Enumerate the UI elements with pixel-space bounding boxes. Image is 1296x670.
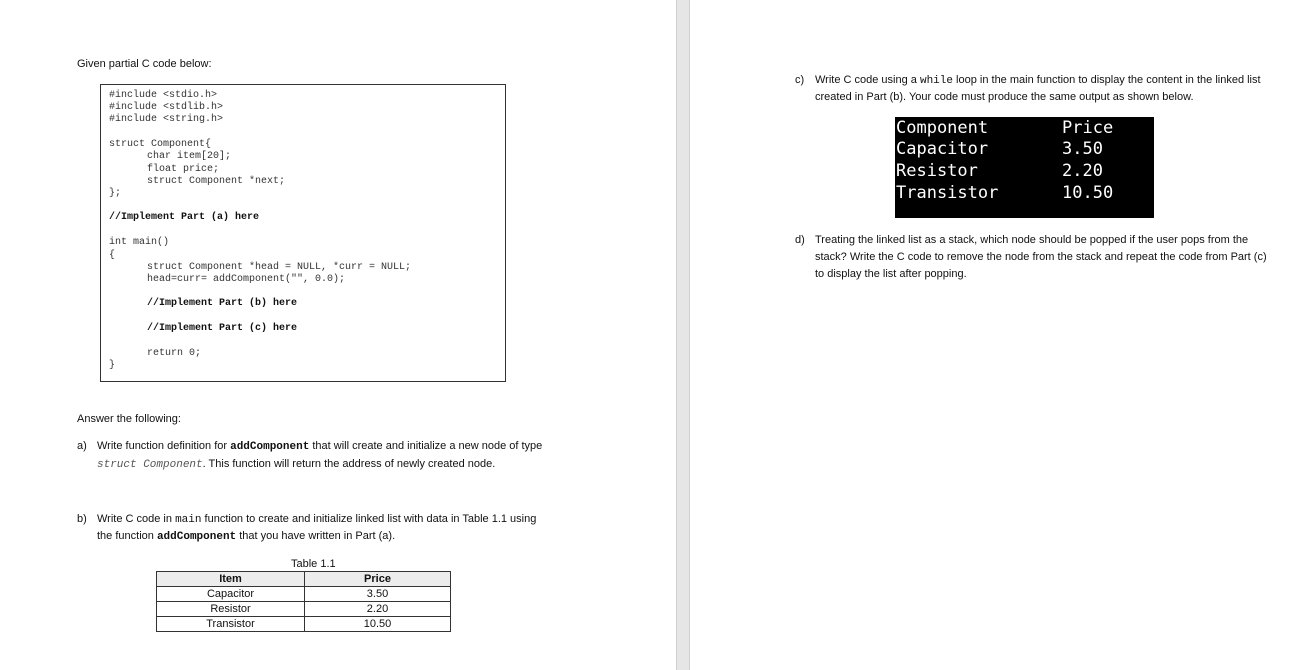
table-row (157, 587, 451, 602)
main-keyword: main (175, 514, 202, 526)
while-keyword: while (919, 75, 953, 87)
console-row (895, 117, 1154, 139)
function-name: addComponent (230, 441, 310, 453)
code-line: int main() (109, 237, 170, 248)
table-row (157, 602, 451, 617)
part-a-text: that will create and initialize a new node of type (309, 440, 543, 452)
part-d-line: Treating the linked list as a stack, which node should be popped if the user pops from the (815, 234, 1249, 246)
console-output (895, 117, 1154, 218)
part-c-line2: created in Part (b). Your code must produce the same output as shown below. (815, 91, 1194, 103)
answer-heading: Answer the following: (77, 413, 181, 425)
page-gutter (676, 0, 690, 670)
code-comment: //Implement Part (c) here (147, 323, 298, 334)
component-table (156, 571, 451, 632)
part-b-text: function to create and initialize linked list with data in Table 1.1 using (201, 513, 537, 525)
table-cell: Transistor (157, 617, 305, 632)
function-name: addComponent (156, 531, 237, 543)
console-row (895, 138, 1154, 160)
code-line: char item[20]; (147, 151, 232, 162)
code-line: struct Component *next; (147, 176, 286, 187)
code-line: #include <stdio.h> (109, 90, 218, 101)
part-d-line: stack? Write the C code to remove the node from the stack and repeat the code from Part (c) (815, 251, 1267, 263)
console-item: Component (896, 118, 989, 138)
intro-text: Given partial C code below: (77, 58, 212, 70)
console-row (895, 182, 1154, 204)
part-c-text: Write C code using a (815, 74, 920, 86)
part-a-label: a) (77, 440, 87, 452)
table-cell: 3.50 (305, 587, 451, 602)
console-price: 2.20 (1062, 161, 1103, 181)
table-header-item: Item (157, 572, 305, 587)
console-item: Resistor (896, 161, 978, 181)
part-b-line2 (97, 528, 395, 546)
console-price: 3.50 (1062, 139, 1103, 159)
part-b-text: Write C code in (97, 513, 176, 525)
document-page-right (690, 0, 1296, 670)
code-comment: //Implement Part (a) here (109, 212, 260, 223)
code-line: #include <stdlib.h> (109, 102, 224, 113)
table-row (157, 617, 451, 632)
table-header-row (157, 572, 451, 587)
part-b-text: that you have written in Part (a). (236, 530, 396, 542)
code-line: struct Component *head = NULL, *curr = NULL; (147, 262, 412, 273)
console-item: Capacitor (896, 139, 989, 159)
code-line: head=curr= addComponent("", 0.0); (147, 274, 346, 285)
table-cell: 10.50 (305, 617, 451, 632)
code-box (100, 84, 506, 382)
table-cell: Capacitor (157, 587, 305, 602)
code-line: float price; (147, 164, 220, 175)
table-cell: 2.20 (305, 602, 451, 617)
code-comment: //Implement Part (b) here (147, 298, 298, 309)
part-d-line: to display the list after popping. (815, 268, 967, 280)
code-line: { (109, 250, 116, 261)
console-price: 10.50 (1062, 183, 1114, 203)
part-c-text: loop in the main function to display the content in the linked list (952, 74, 1261, 86)
part-b-line1 (97, 511, 536, 529)
code-line: return 0; (147, 348, 202, 359)
part-d-label: d) (795, 234, 805, 246)
table-header-price: Price (305, 572, 451, 587)
code-line: struct Component{ (109, 139, 212, 150)
part-c-line1 (815, 72, 1261, 90)
console-row (895, 160, 1154, 182)
table-caption: Table 1.1 (291, 558, 336, 570)
code-line: }; (109, 188, 122, 199)
part-a-line1 (97, 438, 542, 456)
part-b-label: b) (77, 513, 87, 525)
code-line: #include <string.h> (109, 114, 224, 125)
part-a-text: . This function will return the address of newly created node. (202, 458, 496, 470)
table-cell: Resistor (157, 602, 305, 617)
type-name: struct Component (97, 459, 203, 471)
part-c-label: c) (795, 74, 805, 86)
part-b-text: the function (97, 530, 157, 542)
console-item: Transistor (896, 183, 999, 203)
part-a-line2 (97, 456, 495, 474)
code-line: } (109, 360, 116, 371)
console-price: Price (1062, 118, 1114, 138)
part-a-text: Write function definition for (97, 440, 231, 452)
